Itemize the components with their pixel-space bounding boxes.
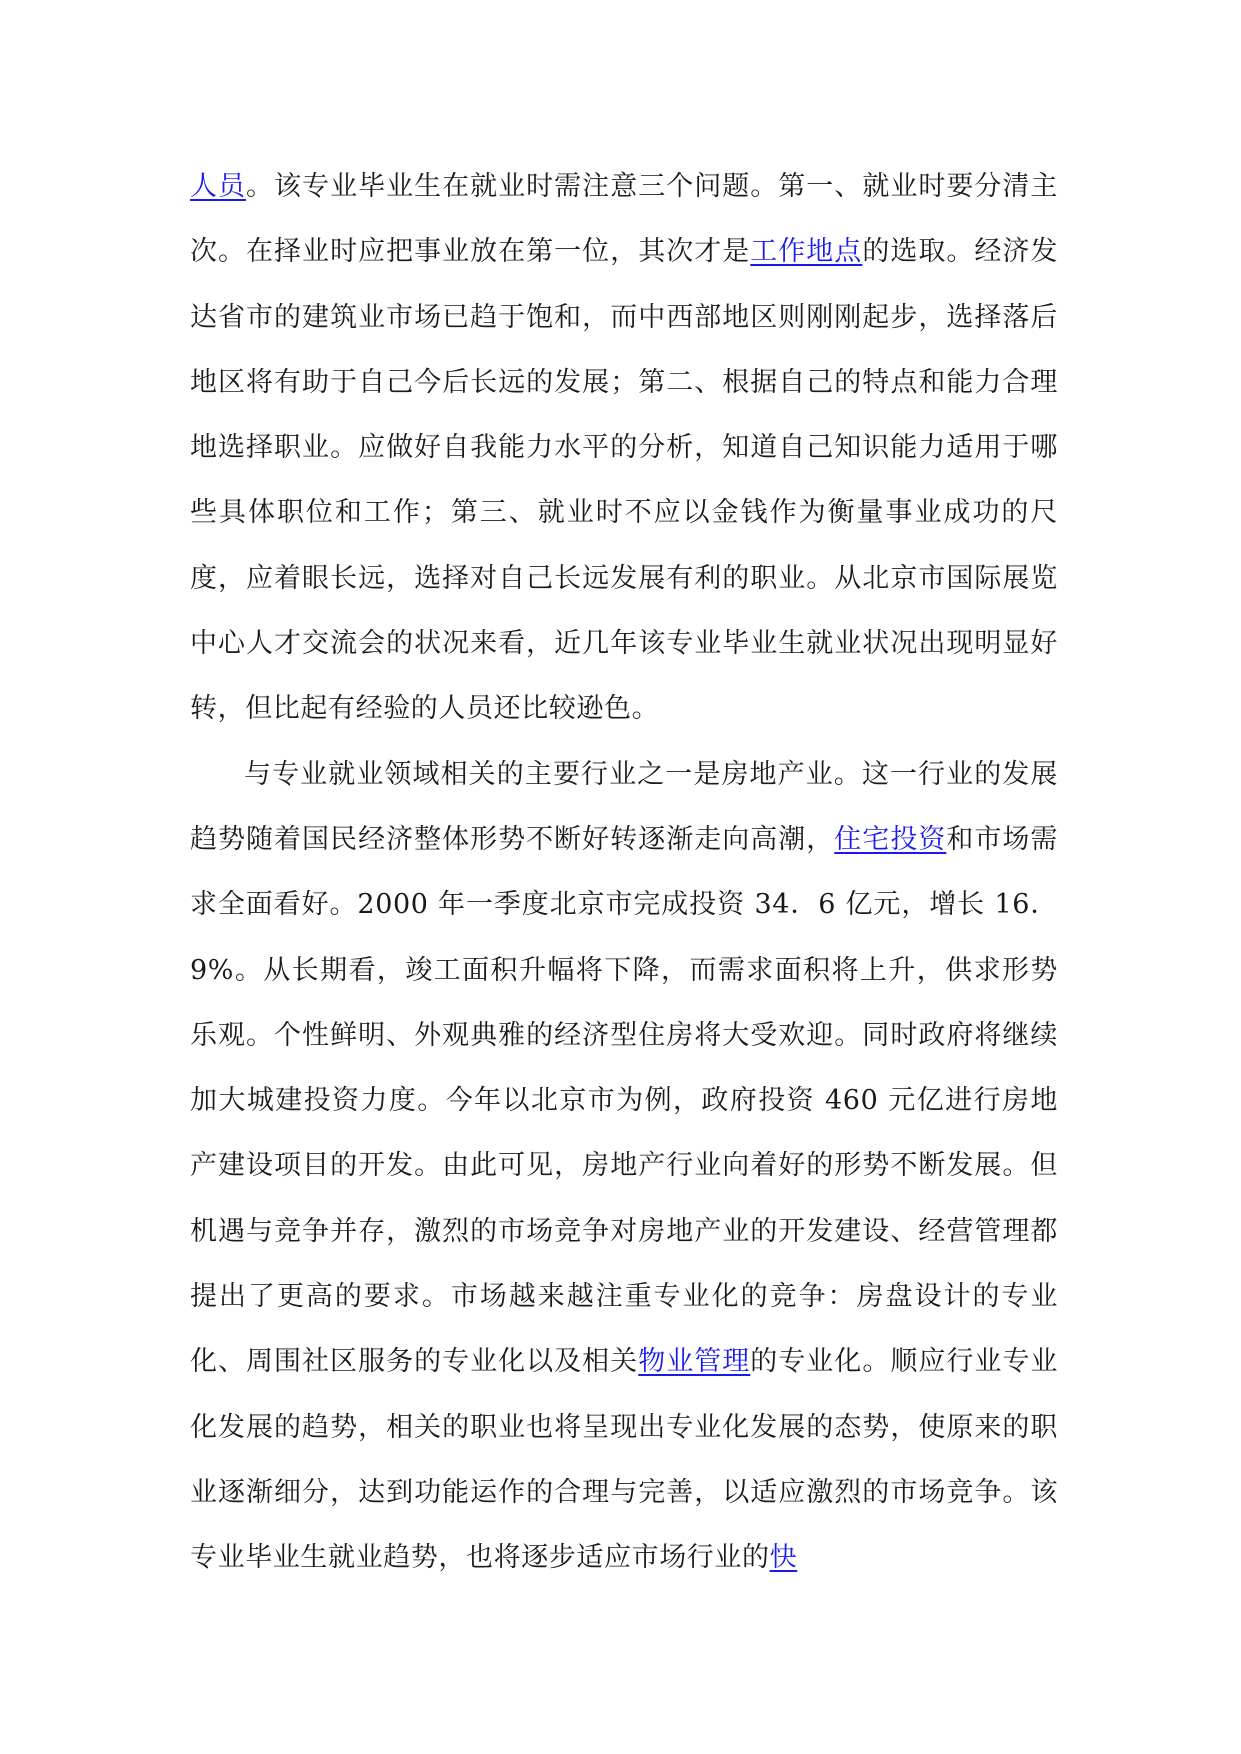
document-body (190, 154, 1058, 1591)
link-zhuzhai-touzi[interactable]: 住宅投资 (834, 823, 947, 855)
paragraph-1-text-1: 。该专业毕业生在就业时需注意三个问题。第一、就业时要分清主次。在择业时应把事业放在第一位，其次才是 (190, 171, 1058, 268)
paragraph-2 (190, 742, 1058, 1591)
paragraph-1 (190, 154, 1058, 742)
paragraph-2-text-3: 的专业化。顺应行业专业化发展的趋势，相关的职业也将呈现出专业化发展的态势，使原来的职业逐渐细分，达到功能运作的合理与完善，以适应激烈的市场竞争。该专业毕业生就业趋势，也将逐步适应市场行业的 (190, 1346, 1058, 1574)
paragraph-2-text-2: 和市场需求全面看好。2000 年一季度北京市完成投资 34．6 亿元，增长 16．9%。从长期看，竣工面积升幅将下降，而需求面积将上升，供求形势乐观。个性鲜明、外观典雅的经济型住房将大受欢迎。同时政府将继续加大城建投资力度。今年以北京市为例，政府投资 460 元亿进行房地产建设项目的开发。由此可见，房地产行业向着好的形势不断发展。但机遇与竞争并存，激烈的市场竞争对房地产业的开发建设、经营管理都提出了更高的要求。市场越来越注重专业化的竞争：房盘设计的专业化、周围社区服务的专业化以及相关 (190, 823, 1058, 1378)
link-renyuan[interactable]: 人员 (190, 171, 247, 202)
paragraph-2-text-1: 与专业就业领域相关的主要行业之一是房地产业。这一行业的发展趋势随着国民经济整体形势不断好转逐渐走向高潮， (190, 758, 1058, 855)
paragraph-1-text-2: 的选取。经济发达省市的建筑业市场已趋于饱和，而中西部地区则刚刚起步，选择落后地区将有助于自己今后长远的发展；第二、根据自己的特点和能力合理地选择职业。应做好自我能力水平的分析，知道自己知识能力适用于哪些具体职位和工作；第三、就业时不应以金钱作为衡量事业成功的尺度，应着眼长远，选择对自己长远发展有利的职业。从北京市国际展览中心人才交流会的状况来看，近几年该专业毕业生就业状况出现明显好转，但比起有经验的人员还比较逊色。 (190, 236, 1059, 725)
link-wuye-guanli[interactable]: 物业管理 (638, 1346, 751, 1378)
link-gongzuo-didian[interactable]: 工作地点 (750, 236, 863, 268)
link-kuai[interactable]: 快 (769, 1542, 798, 1574)
